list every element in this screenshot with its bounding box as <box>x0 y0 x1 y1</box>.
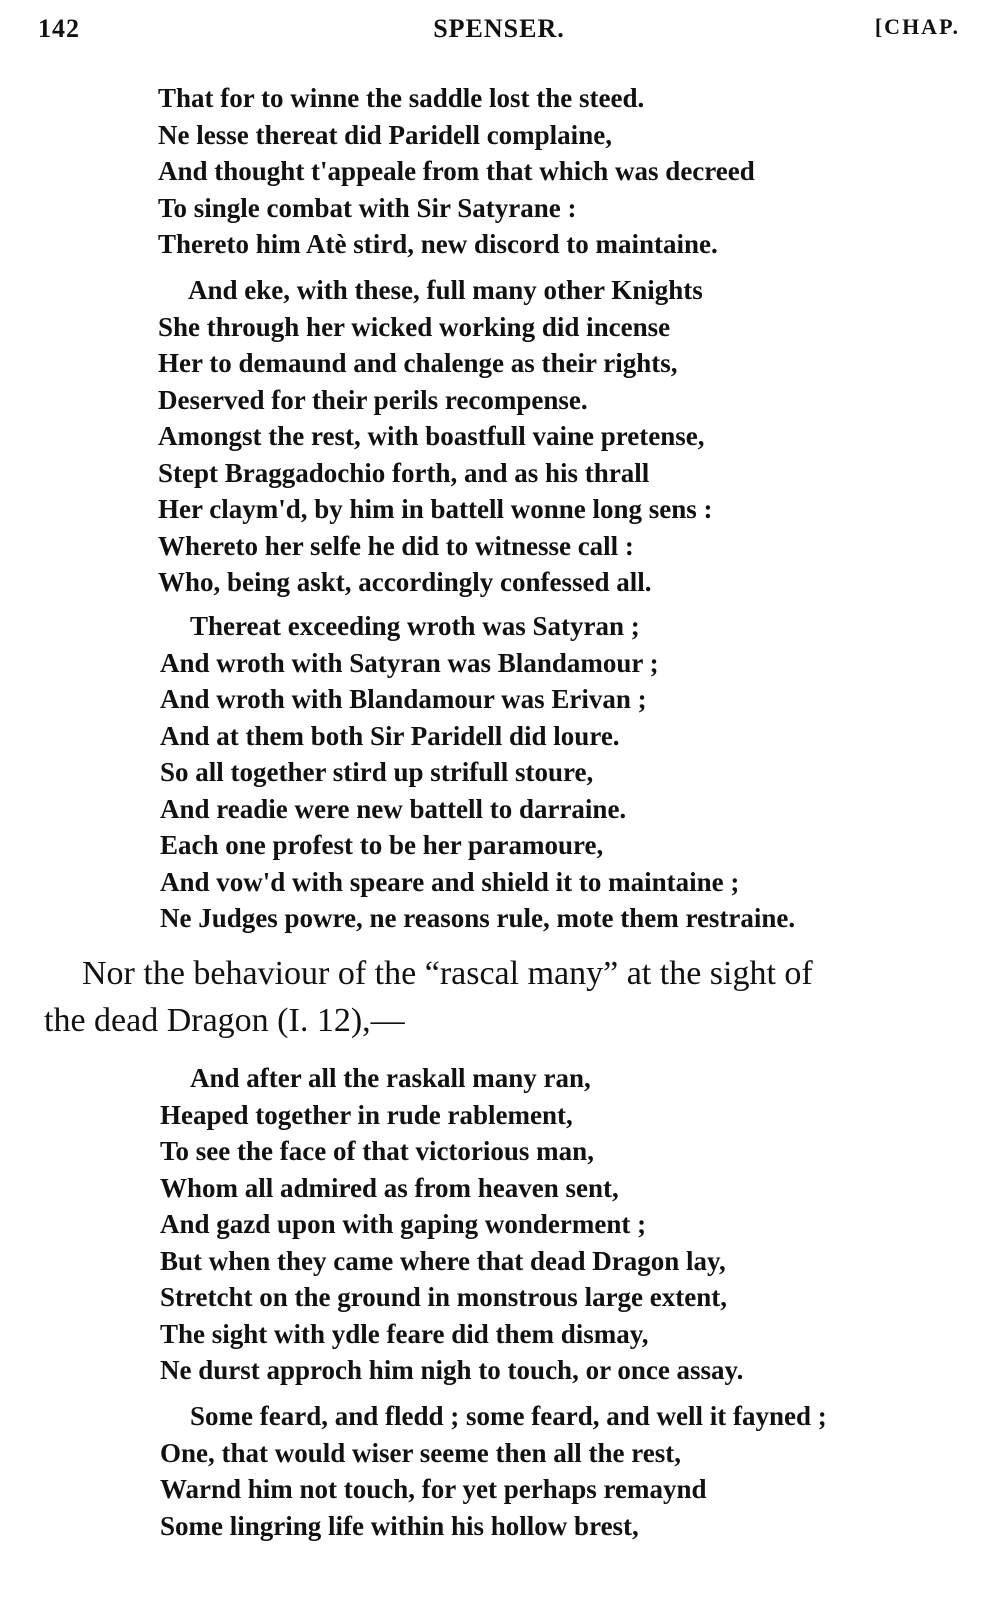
verse-line: And gazd upon with gaping wonderment ; <box>160 1209 647 1239</box>
verse-line: Her claym'd, by him in battell wonne long sens : <box>158 494 713 524</box>
verse-line: Amongst the rest, with boastfull vaine pretense, <box>158 421 705 451</box>
prose-line: the dead Dragon (I. 12),— <box>44 1002 405 1039</box>
verse-line: Ne durst approch him nigh to touch, or once assay. <box>160 1355 744 1385</box>
verse-line: Stept Braggadochio forth, and as his thrall <box>158 457 650 488</box>
verse-line: That for to winne the saddle lost the steed. <box>158 83 645 113</box>
verse-line: She through her wicked working did incense <box>158 311 671 342</box>
stanza-4 <box>160 1060 743 1389</box>
stanza-5 <box>160 1398 827 1544</box>
verse-line: Warnd him not touch, for yet perhaps remaynd <box>160 1474 707 1504</box>
verse-line: And wroth with Blandamour was Erivan ; <box>160 684 647 714</box>
verse-line: Her to demaund and chalenge as their rights, <box>158 348 678 378</box>
verse-line: Each one profest to be her paramoure, <box>160 830 604 860</box>
verse-line: One, that would wiser seeme then all the rest, <box>160 1437 681 1468</box>
verse-line: Stretcht on the ground in monstrous large extent, <box>160 1282 727 1312</box>
verse-line: Whom all admired as from heaven sent, <box>160 1172 619 1203</box>
stanza-1 <box>158 80 755 263</box>
verse-line: Ne Judges powre, ne reasons rule, mote them restraine. <box>160 903 796 933</box>
stanza-2 <box>158 272 713 601</box>
verse-line: So all together stird up strifull stoure, <box>160 757 594 787</box>
verse-line: Ne lesse thereat did Paridell complaine, <box>158 119 612 150</box>
verse-line: Who, being askt, accordingly confessed all. <box>158 567 652 597</box>
prose-line: Nor the behaviour of the “rascal many” at the sight of <box>82 955 813 992</box>
verse-line: Some lingring life within his hollow brest, <box>160 1510 639 1541</box>
verse-line: Heaped together in rude rablement, <box>160 1099 573 1130</box>
verse-line: Some feard, and fledd ; some feard, and well it fayned ; <box>190 1401 827 1431</box>
page-number: 142 <box>38 14 80 43</box>
running-head <box>38 14 960 54</box>
chapter-mark: [CHAP. <box>874 14 960 39</box>
running-title: SPENSER. <box>433 14 565 43</box>
verse-line: To single combat with Sir Satyrane : <box>158 192 577 223</box>
verse-line: And wroth with Satyran was Blandamour ; <box>160 647 659 678</box>
verse-line: To see the face of that victorious man, <box>160 1136 594 1166</box>
verse-line: But when they came where that dead Dragon lay, <box>160 1245 726 1276</box>
verse-line: Thereto him Atè stird, new discord to maintaine. <box>158 229 718 259</box>
verse-line: Deserved for their perils recompense. <box>158 384 588 415</box>
verse-line: And at them both Sir Paridell did loure. <box>160 720 620 751</box>
verse-line: Whereto her selfe he did to witnesse call : <box>158 530 634 561</box>
verse-line: And readie were new battell to darraine. <box>160 793 627 824</box>
verse-line: And eke, with these, full many other Knights <box>188 275 703 305</box>
prose-paragraph <box>44 950 964 1044</box>
verse-line: Thereat exceeding wroth was Satyran ; <box>190 611 640 641</box>
stanza-3 <box>160 608 795 937</box>
verse-line: And vow'd with speare and shield it to maintaine ; <box>160 866 740 897</box>
verse-line: And after all the raskall many ran, <box>190 1063 591 1093</box>
verse-line: And thought t'appeale from that which was decreed <box>158 156 755 186</box>
verse-line: The sight with ydle feare did them dismay, <box>160 1318 649 1349</box>
